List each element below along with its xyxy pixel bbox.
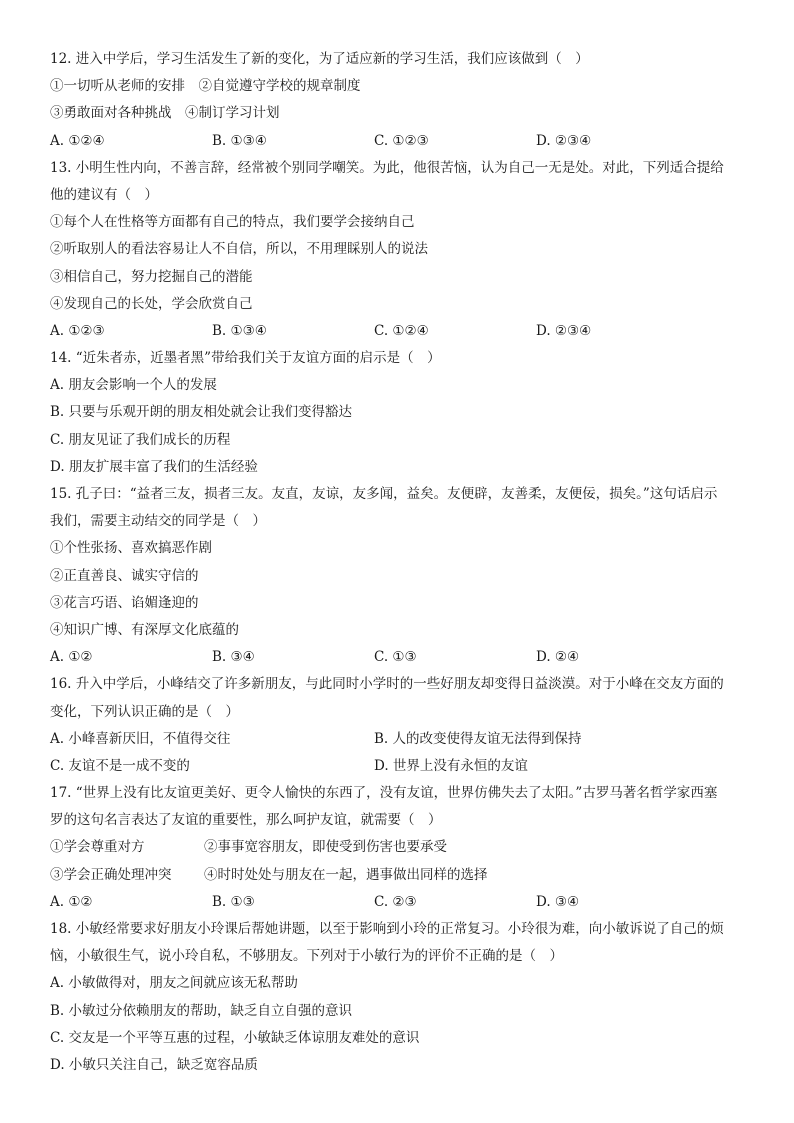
option-c[interactable]: C. ②③ — [374, 893, 417, 910]
statement-2: ②事事宽容朋友，即使受到伤害也要承受 — [204, 839, 447, 856]
statement-1: ①每个人在性格等方面都有自己的特点，我们要学会接纳自己 — [50, 214, 415, 231]
question-stem-continued: 恼，小敏很生气，说小玲自私，不够朋友。下列对于小敏行为的评价不正确的是（ ） — [50, 948, 563, 965]
option-c[interactable]: C. ①②③ — [374, 132, 429, 149]
option-d[interactable]: D. 朋友扩展丰富了我们的生活经验 — [50, 458, 258, 475]
statement-row-2 — [50, 862, 750, 889]
question-stem-continued: 我们，需要主动结交的同学是（ ） — [50, 513, 266, 530]
option-d[interactable]: D. ②③④ — [536, 132, 592, 149]
question-stem: 14. “近朱者赤，近墨者黑”带给我们关于友谊方面的启示是（ ） — [50, 350, 441, 367]
option-c[interactable]: C. ①②④ — [374, 322, 429, 339]
statement-row-1 — [50, 834, 750, 861]
option-b[interactable]: B. 小敏过分依赖朋友的帮助，缺乏自立自强的意识 — [50, 1002, 353, 1019]
option-d[interactable]: D. ②④ — [536, 649, 580, 666]
statement-4: ④知识广博、有深厚文化底蕴的 — [50, 621, 239, 638]
statement-3: ③花言巧语、谄媚逢迎的 — [50, 594, 199, 611]
question-stem: 13. 小明生性内向，不善言辞，经常被个别同学嘲笑。为此，他很苦恼，认为自己一无是处。对此，下列适合提给 — [50, 159, 724, 176]
answer-options-row-1 — [50, 726, 750, 753]
question-16 — [50, 671, 750, 780]
option-a[interactable]: A. ①②③ — [50, 322, 105, 339]
statement-2: ②听取别人的看法容易让人不自信，所以，不用理睬别人的说法 — [50, 241, 428, 258]
option-a[interactable]: A. 小峰喜新厌旧，不值得交往 — [50, 730, 231, 747]
option-a[interactable]: A. ①② — [50, 649, 93, 666]
question-stem-continued: 变化，下列认识正确的是（ ） — [50, 703, 239, 720]
statement-1: ①学会尊重对方 — [50, 839, 145, 856]
option-b[interactable]: B. ①③④ — [212, 132, 267, 149]
option-d[interactable]: D. 世界上没有永恒的友谊 — [374, 757, 528, 774]
option-d[interactable]: D. ③④ — [536, 893, 580, 910]
question-12 — [50, 46, 750, 155]
option-b[interactable]: B. ①③ — [212, 893, 255, 910]
option-c[interactable]: C. ①③ — [374, 649, 417, 666]
option-d[interactable]: D. 小敏只关注自己，缺乏宽容品质 — [50, 1056, 258, 1073]
option-c[interactable]: C. 朋友见证了我们成长的历程 — [50, 431, 231, 448]
statement-3: ③相信自己，努力挖掘自己的潜能 — [50, 268, 253, 285]
question-stem: 16. 升入中学后，小峰结交了许多新朋友，与此同时小学时的一些好朋友却变得日益淡漠。对于小峰在交友方面的 — [50, 676, 724, 693]
answer-options — [50, 318, 750, 345]
statement-line: ①一切听从老师的安排 ②自觉遵守学校的规章制度 — [50, 78, 361, 95]
option-c[interactable]: C. 交友是一个平等互惠的过程，小敏缺乏体谅朋友难处的意识 — [50, 1029, 420, 1046]
statement-3: ③学会正确处理冲突 — [50, 866, 172, 883]
statement-4: ④时时处处与朋友在一起，遇事做出同样的选择 — [204, 866, 488, 883]
answer-options — [50, 889, 750, 916]
option-c[interactable]: C. 友谊不是一成不变的 — [50, 757, 190, 774]
question-15 — [50, 481, 750, 671]
question-stem: 17. “世界上没有比友谊更美好、更令人愉快的东西了，没有友谊，世界仿佛失去了太阳。”古罗马著名哲学家西塞 — [50, 785, 718, 802]
question-stem-continued: 罗的这句名言表达了友谊的重要性，那么呵护友谊，就需要（ ） — [50, 812, 442, 829]
option-b[interactable]: B. 只要与乐观开朗的朋友相处就会让我们变得豁达 — [50, 404, 353, 421]
statement-4: ④发现自己的长处，学会欣赏自己 — [50, 295, 253, 312]
question-stem: 12. 进入中学后，学习生活发生了新的变化，为了适应新的学习生活，我们应该做到（ ） — [50, 51, 589, 67]
question-13 — [50, 155, 750, 345]
answer-options — [50, 128, 750, 155]
statement-2: ②正直善良、诚实守信的 — [50, 567, 199, 584]
statement-1: ①个性张扬、喜欢搞恶作剧 — [50, 540, 212, 557]
question-14 — [50, 345, 750, 481]
question-17 — [50, 780, 750, 916]
option-d[interactable]: D. ②③④ — [536, 322, 592, 339]
answer-options — [50, 644, 750, 671]
option-a[interactable]: A. 小敏做得对，朋友之间就应该无私帮助 — [50, 975, 298, 992]
question-stem-continued: 他的建议有（ ） — [50, 186, 158, 203]
statement-line: ③勇敢面对各种挑战 ④制订学习计划 — [50, 105, 280, 122]
exam-page — [50, 46, 750, 1079]
question-stem: 15. 孔子曰：“益者三友，损者三友。友直，友谅，友多闻，益矣。友便辟，友善柔，友便佞，损矣。”这句话启示 — [50, 486, 718, 502]
question-stem: 18. 小敏经常要求好朋友小玲课后帮她讲题，以至于影响到小玲的正常复习。小玲很为难，向小敏诉说了自己的烦 — [50, 921, 724, 937]
option-b[interactable]: B. ①③④ — [212, 322, 267, 339]
option-b[interactable]: B. 人的改变使得友谊无法得到保持 — [374, 730, 582, 747]
option-a[interactable]: A. 朋友会影响一个人的发展 — [50, 377, 217, 394]
option-a[interactable]: A. ①② — [50, 893, 93, 910]
option-a[interactable]: A. ①②④ — [50, 132, 105, 149]
answer-options-row-2 — [50, 753, 750, 780]
option-b[interactable]: B. ③④ — [212, 649, 255, 666]
question-18 — [50, 916, 750, 1079]
